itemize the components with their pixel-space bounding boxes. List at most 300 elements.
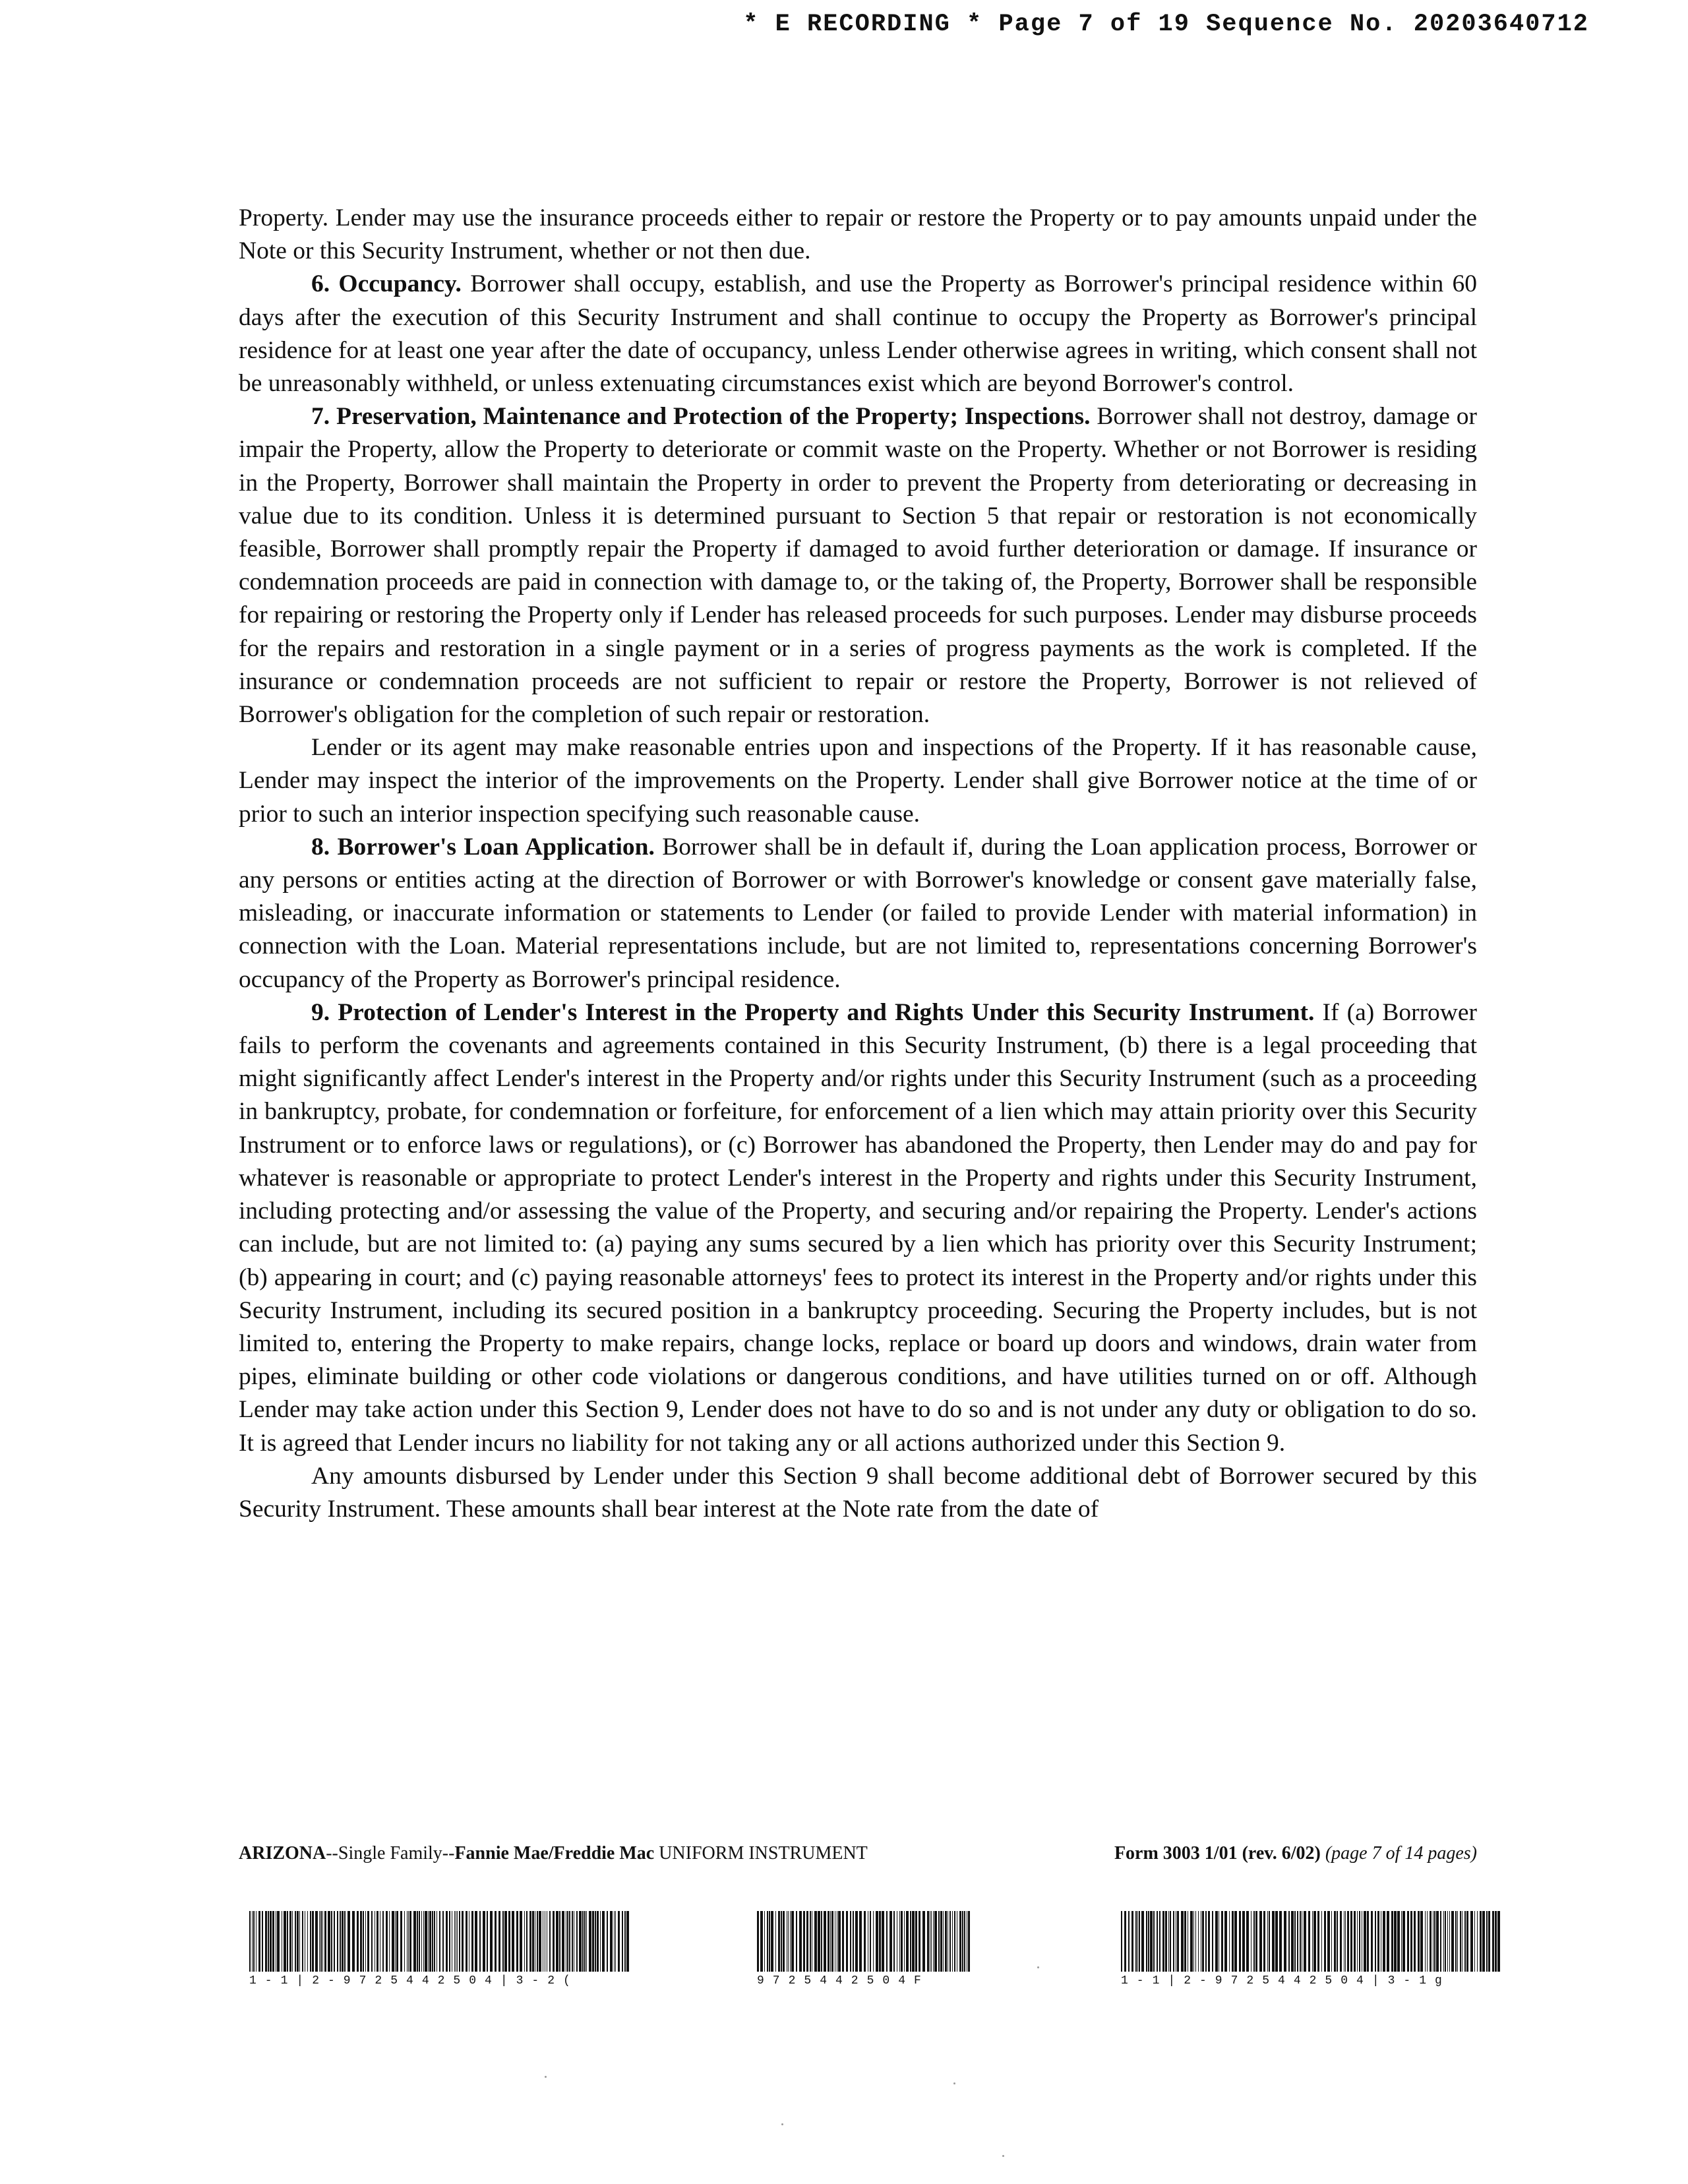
- barcode-bar: [295, 1911, 296, 1972]
- barcode-bar: [454, 1911, 455, 1972]
- barcode-bar: [945, 1911, 947, 1972]
- barcode-bar: [502, 1911, 504, 1972]
- barcode-bar: [838, 1911, 841, 1972]
- barcode-bar: [904, 1911, 905, 1972]
- barcode-bar: [1334, 1911, 1336, 1972]
- barcode-bar: [595, 1911, 596, 1972]
- barcode-bar: [1153, 1911, 1155, 1972]
- barcode-bar: [479, 1911, 481, 1972]
- barcode-bar: [249, 1911, 251, 1972]
- barcode-bar: [434, 1911, 435, 1972]
- barcode-bar: [1131, 1911, 1133, 1972]
- barcode-bar: [952, 1911, 953, 1972]
- barcode-bar: [818, 1911, 820, 1972]
- footer-agencies: Fannie Mae/Freddie Mac: [454, 1843, 655, 1864]
- barcode-bar: [1181, 1911, 1184, 1972]
- barcode-bar: [1354, 1911, 1356, 1972]
- barcode-bar: [457, 1911, 458, 1972]
- barcode-bar: [1259, 1911, 1262, 1972]
- barcode-bar: [882, 1911, 884, 1972]
- barcode-bar: [1267, 1911, 1268, 1972]
- barcode-bar: [404, 1911, 405, 1972]
- barcode-bar: [572, 1911, 573, 1972]
- barcode-bar: [382, 1911, 384, 1972]
- barcode-bar: [268, 1911, 269, 1972]
- barcode-bar: [799, 1911, 802, 1972]
- barcode-bar: [584, 1911, 586, 1972]
- barcode-bar: [831, 1911, 833, 1972]
- barcode-bar: [618, 1911, 620, 1972]
- barcode-bar: [1482, 1911, 1485, 1972]
- barcode-bar: [1410, 1911, 1412, 1972]
- footer-page: (page 7 of 14 pages): [1325, 1843, 1477, 1864]
- barcode-bar: [340, 1911, 341, 1972]
- barcode-bar: [1139, 1911, 1140, 1972]
- scan-speck: [781, 2123, 783, 2125]
- barcode-bar: [622, 1911, 623, 1972]
- barcode-bar: [1401, 1911, 1402, 1972]
- section-6-heading: 6. Occupancy.: [311, 270, 462, 298]
- barcode-bar: [270, 1911, 272, 1972]
- barcode-bar: [395, 1911, 396, 1972]
- barcode-bar: [879, 1911, 881, 1972]
- barcode-bar: [934, 1911, 937, 1972]
- barcode-bar: [1253, 1911, 1255, 1972]
- barcode-bar: [1255, 1911, 1257, 1972]
- barcode-bar: [964, 1911, 965, 1972]
- barcode-center-bars: [757, 1911, 971, 1972]
- barcode-bar: [302, 1911, 303, 1972]
- barcode-bar: [1229, 1911, 1230, 1972]
- barcode-bar: [490, 1911, 493, 1972]
- barcode-bar: [864, 1911, 866, 1972]
- barcode-bar: [439, 1911, 440, 1972]
- barcode-bar: [1367, 1911, 1369, 1972]
- barcode-bar: [1288, 1911, 1290, 1972]
- barcode-bar: [400, 1911, 402, 1972]
- barcode-bar: [1284, 1911, 1286, 1972]
- barcode-bar: [315, 1911, 318, 1972]
- barcode-bar: [1434, 1911, 1435, 1972]
- barcode-bar: [1137, 1911, 1138, 1972]
- barcode-bar: [910, 1911, 911, 1972]
- footer-form: Form 3003 1/01 (rev. 6/02): [1114, 1843, 1321, 1864]
- barcode-bar: [471, 1911, 473, 1972]
- barcode-bar: [312, 1911, 314, 1972]
- barcode-bar: [576, 1911, 578, 1972]
- barcode-bar: [342, 1911, 344, 1972]
- barcode-bar: [512, 1911, 514, 1972]
- barcode-bar: [915, 1911, 917, 1972]
- barcode-bar: [322, 1911, 323, 1972]
- barcode-bar: [421, 1911, 422, 1972]
- barcode-bar: [363, 1911, 364, 1972]
- barcode-bar: [1418, 1911, 1420, 1972]
- barcode-bar: [610, 1911, 613, 1972]
- barcode-bar: [1350, 1911, 1352, 1972]
- barcode-bar: [796, 1911, 797, 1972]
- barcode-bar: [1436, 1911, 1439, 1972]
- section-8-heading: 8. Borrower's Loan Application.: [311, 833, 655, 861]
- barcode-bar: [408, 1911, 409, 1972]
- barcode-bar: [757, 1911, 759, 1972]
- barcode-bar: [1170, 1911, 1171, 1972]
- barcode-bar: [1464, 1911, 1466, 1972]
- barcode-bar: [284, 1911, 286, 1972]
- barcode-bar: [791, 1911, 794, 1972]
- barcode-bar: [607, 1911, 608, 1972]
- barcode-bar: [1208, 1911, 1210, 1972]
- barcode-bar: [1457, 1911, 1458, 1972]
- barcode-bar: [310, 1911, 311, 1972]
- barcode-bar: [334, 1911, 335, 1972]
- barcode-bar: [459, 1911, 460, 1972]
- barcode-bar: [337, 1911, 338, 1972]
- barcode-bar: [1460, 1911, 1461, 1972]
- barcode-bar: [495, 1911, 497, 1972]
- section-8-loan-application: [239, 831, 1477, 996]
- barcode-bar: [419, 1911, 420, 1972]
- barcode-bar: [320, 1911, 322, 1972]
- barcode-bar: [778, 1911, 780, 1972]
- barcode-bar: [466, 1911, 467, 1972]
- barcode-bar: [1202, 1911, 1204, 1972]
- barcode-bar: [1294, 1911, 1296, 1972]
- barcode-bar: [1375, 1911, 1376, 1972]
- barcode-bar: [508, 1911, 510, 1972]
- barcode-bar: [532, 1911, 534, 1972]
- barcode-bar: [592, 1911, 594, 1972]
- barcode-bar: [1480, 1911, 1482, 1972]
- barcode-bar: [569, 1911, 570, 1972]
- form-number: [1114, 1843, 1477, 1864]
- barcode-bar: [289, 1911, 291, 1972]
- barcode-bar: [814, 1911, 817, 1972]
- barcode-bar: [262, 1911, 263, 1972]
- barcode-bar: [1275, 1911, 1278, 1972]
- barcode-bar: [1324, 1911, 1326, 1972]
- barcode-bar: [331, 1911, 332, 1972]
- barcode-bar: [1394, 1911, 1397, 1972]
- barcode-bar: [1297, 1911, 1298, 1972]
- barcode-bar: [1263, 1911, 1265, 1972]
- barcode-bar: [539, 1911, 541, 1972]
- barcode-bar: [537, 1911, 538, 1972]
- barcode-bar: [1304, 1911, 1306, 1972]
- barcode-bar: [277, 1911, 280, 1972]
- barcode-bar: [764, 1911, 765, 1972]
- barcode-bar: [516, 1911, 518, 1972]
- barcode-bar: [328, 1911, 330, 1972]
- barcode-bar: [1232, 1911, 1234, 1972]
- barcode-bar: [597, 1911, 599, 1972]
- barcode-bar: [927, 1911, 929, 1972]
- section-7-heading: 7. Preservation, Maintenance and Protection of the Property; Inspections.: [311, 403, 1091, 431]
- barcode-bar: [1466, 1911, 1468, 1972]
- barcode-left-text: 1-1|2-9725442504|3-2(: [249, 1974, 579, 1987]
- barcode-bar: [462, 1911, 464, 1972]
- scan-speck: [545, 2076, 547, 2078]
- barcode-bar: [1242, 1911, 1245, 1972]
- barcode-bar: [442, 1911, 444, 1972]
- document-body: [239, 202, 1477, 1526]
- barcode-bar: [1397, 1911, 1400, 1972]
- barcode-bar: [626, 1911, 629, 1972]
- barcode-bar: [449, 1911, 450, 1972]
- barcode-bar: [1391, 1911, 1393, 1972]
- barcode-center-text: 9725442504F: [757, 1974, 930, 1987]
- barcode-bar: [1371, 1911, 1373, 1972]
- barcode-bar: [483, 1911, 485, 1972]
- barcode-bar: [1317, 1911, 1319, 1972]
- barcode-bar: [386, 1911, 388, 1972]
- barcode-bar: [933, 1911, 934, 1972]
- scan-speck: [953, 2082, 955, 2084]
- barcode-bar: [432, 1911, 433, 1972]
- barcode-bar: [806, 1911, 808, 1972]
- section-9-disbursement-paragraph: Any amounts disbursed by Lender under this Section 9 shall become additional debt of Borrower secured by this Security Instrument. These amounts shall bear interest at the Note rate from the date of: [239, 1462, 1477, 1523]
- scan-speck: [1037, 1966, 1039, 1968]
- section-7-inspections-paragraph: Lender or its agent may make reasonable entries upon and inspections of the Property. If it has reasonable cause, Lender may inspect the interior of the improvements on the Property. Lender shall give Borrower notice at the time of or prior to such an interior inspection specifying such reasonable cause.: [239, 734, 1477, 828]
- footer-separator: --: [442, 1843, 455, 1864]
- form-identity: [239, 1843, 868, 1864]
- barcode-bar: [520, 1911, 522, 1972]
- barcode-bar: [1173, 1911, 1174, 1972]
- barcode-bar: [1212, 1911, 1213, 1972]
- barcode-bar: [1449, 1911, 1450, 1972]
- barcode-bar: [1246, 1911, 1249, 1972]
- barcode-left-bars: [249, 1911, 632, 1972]
- barcode-bar: [589, 1911, 591, 1972]
- barcode-bar: [1193, 1911, 1194, 1972]
- barcode-right-bars: [1121, 1911, 1503, 1972]
- barcode-bar: [1190, 1911, 1193, 1972]
- barcode-bar: [425, 1911, 427, 1972]
- barcode-bar: [1345, 1911, 1346, 1972]
- barcode-bar: [624, 1911, 626, 1972]
- barcode-bar: [1347, 1911, 1349, 1972]
- recording-header: * E RECORDING * Page 7 of 19 Sequence No. 20203640712: [743, 11, 1589, 38]
- barcode-bar: [413, 1911, 416, 1972]
- barcode-bar: [567, 1911, 568, 1972]
- barcode-bar: [1157, 1911, 1158, 1972]
- barcode-bar: [853, 1911, 854, 1972]
- barcode-bar: [526, 1911, 528, 1972]
- barcode-bar: [828, 1911, 829, 1972]
- barcode-bar: [365, 1911, 366, 1972]
- barcode-bar: [906, 1911, 909, 1972]
- barcode-bar: [1184, 1911, 1186, 1972]
- barcode-bar: [1337, 1911, 1338, 1972]
- barcode-bar: [1141, 1911, 1144, 1972]
- barcode-bar: [810, 1911, 811, 1972]
- barcode-bar: [352, 1911, 355, 1972]
- barcode-bar: [446, 1911, 448, 1972]
- barcode-bar: [1340, 1911, 1342, 1972]
- barcode-bar: [559, 1911, 560, 1972]
- barcode-bar: [357, 1911, 359, 1972]
- barcode-bar: [1427, 1911, 1428, 1972]
- barcode-bar: [1291, 1911, 1294, 1972]
- footer-separator: --: [326, 1843, 338, 1864]
- barcode-bar: [487, 1911, 488, 1972]
- barcode-bar: [409, 1911, 411, 1972]
- barcode-bar: [319, 1911, 320, 1972]
- barcode-bar: [562, 1911, 564, 1972]
- barcode-bar: [1402, 1911, 1405, 1972]
- barcode-bar: [1279, 1911, 1282, 1972]
- section-8-text: Borrower shall be in default if, during the Loan application process, Borrower or any persons or entities acting at the direction of Borrower or with Borrower's knowledge or consent gave materially false, misleading, or inaccurate information or statements to Lender (or failed to provide Lender with material information) in connection with the Loan. Material representations include, but are not limited to, representations concerning Borrower's occupancy of the Property as Borrower's principal residence.: [239, 833, 1478, 993]
- barcode-bar: [347, 1911, 350, 1972]
- barcode-bar: [1357, 1911, 1358, 1972]
- barcode-bar: [1486, 1911, 1488, 1972]
- barcode-bar: [429, 1911, 431, 1972]
- barcode-bar: [1168, 1911, 1169, 1972]
- barcode-bar: [842, 1911, 844, 1972]
- barcode-bar: [529, 1911, 531, 1972]
- barcode-bar: [940, 1911, 942, 1972]
- barcode-bar: [1124, 1911, 1126, 1972]
- barcode-bar: [1425, 1911, 1426, 1972]
- barcode-bar: [938, 1911, 940, 1972]
- barcode-bar: [392, 1911, 394, 1972]
- barcode-right: [1121, 1911, 1503, 1987]
- barcode-bar: [781, 1911, 782, 1972]
- barcode-bar: [950, 1911, 951, 1972]
- barcode-bar: [855, 1911, 858, 1972]
- barcode-bar: [846, 1911, 848, 1972]
- barcode-bar: [1300, 1911, 1301, 1972]
- barcode-bar: [1239, 1911, 1241, 1972]
- barcode-bar: [876, 1911, 878, 1972]
- barcode-bar: [1234, 1911, 1237, 1972]
- barcode-bar: [292, 1911, 293, 1972]
- barcode-bar: [962, 1911, 963, 1972]
- barcode-bar: [586, 1911, 587, 1972]
- barcode-bar: [1121, 1911, 1122, 1972]
- barcode-bar: [912, 1911, 915, 1972]
- barcode-bar: [582, 1911, 584, 1972]
- barcode-bar: [367, 1911, 369, 1972]
- barcode-bar: [775, 1911, 776, 1972]
- barcode-bar: [899, 1911, 900, 1972]
- barcode-bar: [299, 1911, 300, 1972]
- barcode-bar: [307, 1911, 308, 1972]
- form-footer: [239, 1843, 1477, 1864]
- barcode-bar: [788, 1911, 789, 1972]
- barcode-bar: [919, 1911, 920, 1972]
- barcode-left: [249, 1911, 632, 1987]
- barcode-bar: [498, 1911, 500, 1972]
- barcode-bar: [767, 1911, 768, 1972]
- barcode-bar: [1447, 1911, 1448, 1972]
- barcode-bar: [771, 1911, 773, 1972]
- barcode-bar: [783, 1911, 785, 1972]
- section-7-preservation: [239, 400, 1477, 731]
- barcode-bar: [524, 1911, 525, 1972]
- barcode-bar: [959, 1911, 961, 1972]
- barcode-bar: [258, 1911, 260, 1972]
- barcode-bar: [1224, 1911, 1227, 1972]
- barcode-bar: [931, 1911, 932, 1972]
- section-9-heading: 9. Protection of Lender's Interest in the Property and Rights Under this Security Instrument.: [311, 998, 1315, 1026]
- barcode-right-text: 1-1|2-9725442504|3-1g: [1121, 1974, 1451, 1987]
- barcode-bar: [1312, 1911, 1313, 1972]
- barcode-bar: [1407, 1911, 1409, 1972]
- barcode-bar: [553, 1911, 555, 1972]
- barcode-bar: [324, 1911, 326, 1972]
- barcode-bar: [287, 1911, 288, 1972]
- barcode-bar: [769, 1911, 770, 1972]
- barcode-bar: [886, 1911, 888, 1972]
- barcode-bar: [821, 1911, 822, 1972]
- barcode-bar: [803, 1911, 805, 1972]
- barcode-bar: [396, 1911, 398, 1972]
- barcode-bar: [252, 1911, 253, 1972]
- section-6-occupancy: [239, 268, 1477, 400]
- barcode-bar: [600, 1911, 601, 1972]
- barcode-bar: [297, 1911, 299, 1972]
- barcode-bar: [968, 1911, 970, 1972]
- barcode-bar: [1269, 1911, 1270, 1972]
- barcode-bar: [549, 1911, 551, 1972]
- scan-speck: [1002, 2155, 1004, 2157]
- section-9-protection: [239, 996, 1477, 1460]
- barcode-bar: [790, 1911, 791, 1972]
- barcode-bar: [1383, 1911, 1385, 1972]
- barcode-bar: [253, 1911, 255, 1972]
- barcode-bar: [371, 1911, 373, 1972]
- barcode-bar: [954, 1911, 955, 1972]
- barcode-bar: [893, 1911, 895, 1972]
- section-7-text: Borrower shall not destroy, damage or impair the Property, allow the Property to deteriorate or commit waste on the Property. Whether or not Borrower is residing in the Property, Borrower shall maintain the Property in order to prevent the Property from deteriorating or decreasing in value due to its condition. Unless it is determined pursuant to Section 5 that repair or restoration is not economically feasible, Borrower shall promptly repair the Property if damaged to avoid further deterioration or damage. If insurance or condemnation proceeds are paid in connection with damage to, or the taking of, the Property, Borrower shall be responsible for repairing or restoring the Property only if Lender has released proceeds for such purposes. Lender may disburse proceeds for the repairs and restoration in a single payment or in a series of progress payments as the work is completed. If the insurance or condemnation proceeds are not sufficient to repair or restore the Property, Borrower is not relieved of Borrower's obligation for the completion of such repair or restoration.: [239, 403, 1477, 729]
- barcode-bar: [1488, 1911, 1490, 1972]
- barcode-bar: [423, 1911, 424, 1972]
- barcode-bar: [1364, 1911, 1366, 1972]
- barcode-bar: [1455, 1911, 1457, 1972]
- barcode-bar: [870, 1911, 871, 1972]
- barcode-bar: [615, 1911, 616, 1972]
- barcode-bar: [417, 1911, 418, 1972]
- barcode-bar: [1492, 1911, 1494, 1972]
- barcode-bar: [1308, 1911, 1310, 1972]
- barcode-bar: [1443, 1911, 1444, 1972]
- barcode-bar: [504, 1911, 507, 1972]
- barcode-bar: [1470, 1911, 1473, 1972]
- barcode-bar: [1359, 1911, 1360, 1972]
- barcode-bar: [824, 1911, 826, 1972]
- barcode-bar: [1159, 1911, 1160, 1972]
- barcode-bar: [1387, 1911, 1389, 1972]
- paragraph-continuation: Property. Lender may use the insurance proceeds either to repair or restore the Property or to pay amounts unpaid under the Note or this Security Instrument, whether or not then due.: [239, 204, 1477, 265]
- barcode-bar: [614, 1911, 615, 1972]
- barcode-bar: [556, 1911, 558, 1972]
- barcode-bar: [1420, 1911, 1423, 1972]
- barcode-bar: [265, 1911, 267, 1972]
- barcode-bar: [579, 1911, 582, 1972]
- barcode-bar: [344, 1911, 346, 1972]
- barcode-bar: [830, 1911, 831, 1972]
- barcode-bar: [1221, 1911, 1223, 1972]
- barcode-bar: [389, 1911, 390, 1972]
- barcode-bar: [1128, 1911, 1130, 1972]
- barcode-bar: [1272, 1911, 1275, 1972]
- barcode-bar: [428, 1911, 429, 1972]
- barcode-bar: [760, 1911, 763, 1972]
- barcode-bar: [1414, 1911, 1416, 1972]
- barcode-bar: [1162, 1911, 1164, 1972]
- barcode-center: [757, 1911, 971, 1987]
